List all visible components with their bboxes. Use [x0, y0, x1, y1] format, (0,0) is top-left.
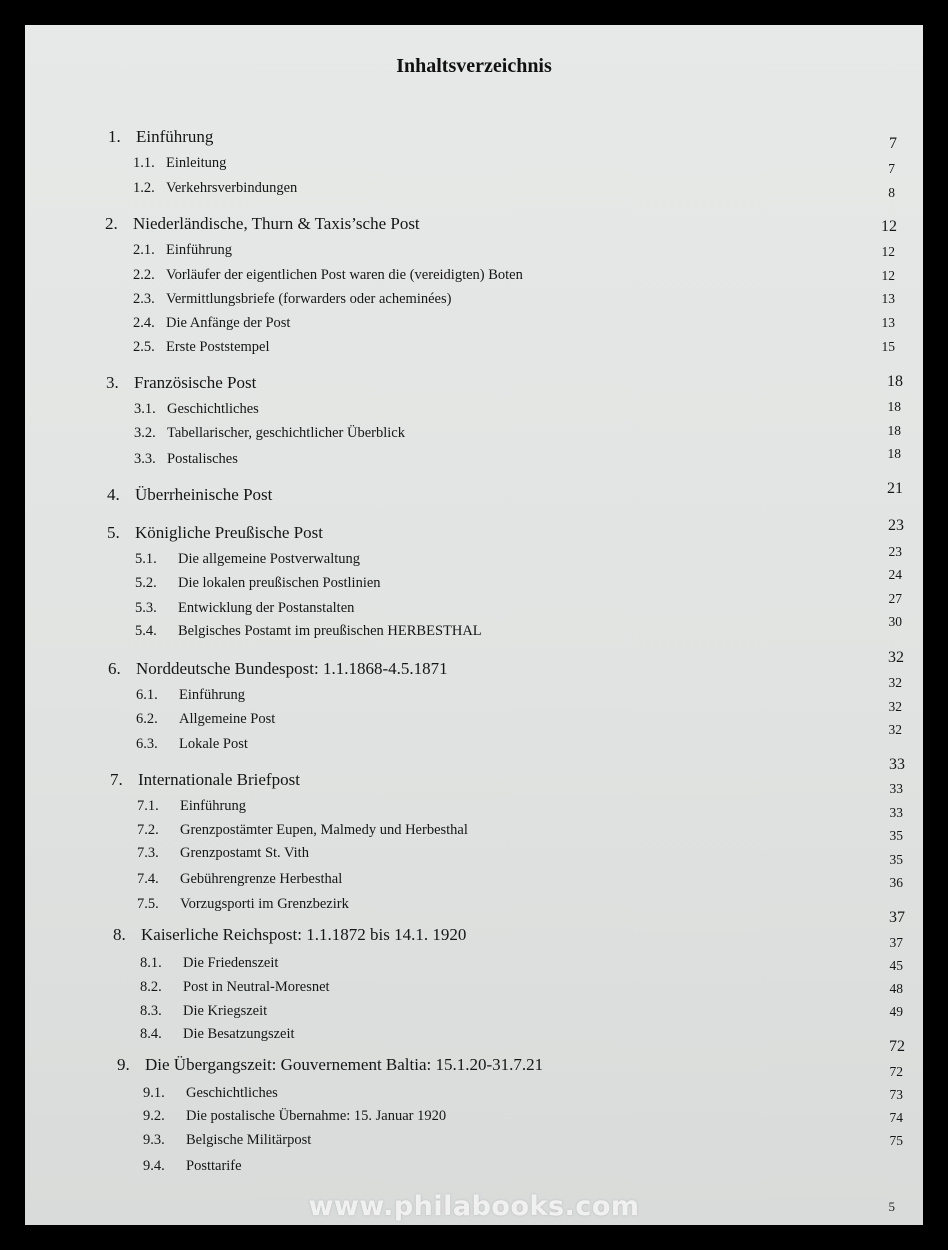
- subsection-title: Gebührengrenze Herbesthal: [180, 871, 343, 887]
- subsection-page-number: 35: [889, 828, 903, 843]
- subsection-title: Verkehrsverbindungen: [166, 180, 298, 196]
- subsection-page-number: 48: [889, 981, 903, 996]
- subsection-number: 2.2.: [133, 267, 155, 283]
- chapter-page-number: 18: [887, 373, 903, 390]
- subsection-page-number: 13: [881, 291, 895, 306]
- subsection-number: 9.3.: [143, 1132, 165, 1148]
- subsection-page-number: 18: [887, 399, 901, 414]
- subsection-page-number: 24: [888, 567, 902, 582]
- subsection-title: Die allgemeine Postverwaltung: [178, 551, 361, 567]
- chapter-page-number: 72: [889, 1038, 905, 1055]
- chapter-page-number: 32: [888, 649, 904, 666]
- subsection-page-number: 33: [889, 781, 903, 796]
- subsection-number: 5.2.: [135, 575, 157, 591]
- chapter-number: 8.: [113, 925, 126, 944]
- subsection-page-number: 75: [889, 1133, 903, 1148]
- subsection-title: Tabellarischer, geschichtlicher Überblick: [167, 425, 405, 441]
- subsection-title: Lokale Post: [179, 736, 248, 752]
- subsection-number: 1.2.: [133, 180, 155, 196]
- subsection-page-number: 30: [888, 614, 902, 629]
- subsection-title: Grenzpostämter Eupen, Malmedy und Herbesthal: [180, 822, 468, 838]
- subsection-number: 8.1.: [140, 955, 162, 971]
- subsection-title: Die Kriegszeit: [183, 1003, 268, 1019]
- subsection-title: Postalisches: [167, 451, 238, 467]
- subsection-page-number: 13: [881, 315, 895, 330]
- subsection-number: 2.5.: [133, 339, 155, 355]
- subsection-number: 6.1.: [136, 687, 158, 703]
- page-title: Inhaltsverzeichnis: [396, 55, 552, 77]
- subsection-number: 5.4.: [135, 623, 157, 639]
- subsection-page-number: 23: [888, 544, 902, 559]
- chapter-title: Kaiserliche Reichspost: 1.1.1872 bis 14.1. 1920: [141, 925, 467, 944]
- subsection-title: Einführung: [166, 242, 233, 258]
- subsection-title: Geschichtliches: [186, 1085, 278, 1101]
- chapter-title: Internationale Briefpost: [138, 770, 300, 789]
- subsection-number: 9.1.: [143, 1085, 165, 1101]
- subsection-title: Post in Neutral-Moresnet: [183, 979, 330, 995]
- subsection-page-number: 12: [881, 268, 895, 283]
- subsection-page-number: 32: [888, 699, 902, 714]
- chapter-title: Überrheinische Post: [135, 485, 273, 504]
- chapter-page-number: 37: [889, 909, 905, 926]
- subsection-number: 6.3.: [136, 736, 158, 752]
- table-of-contents: [25, 25, 923, 1225]
- subsection-page-number: 8: [888, 185, 895, 200]
- subsection-title: Die Besatzungszeit: [183, 1026, 295, 1042]
- subsection-page-number: 72: [889, 1064, 903, 1079]
- subsection-title: Einführung: [180, 798, 247, 814]
- subsection-title: Geschichtliches: [167, 401, 259, 417]
- chapter-page-number: 23: [888, 517, 904, 534]
- subsection-page-number: 33: [889, 805, 903, 820]
- subsection-number: 6.2.: [136, 711, 158, 727]
- subsection-page-number: 45: [889, 958, 903, 973]
- subsection-title: Die Anfänge der Post: [166, 315, 291, 331]
- subsection-title: Entwicklung der Postanstalten: [178, 600, 355, 616]
- subsection-page-number: 7: [888, 161, 895, 176]
- chapter-title: Königliche Preußische Post: [135, 523, 323, 542]
- subsection-number: 5.3.: [135, 600, 157, 616]
- subsection-number: 7.4.: [137, 871, 159, 887]
- subsection-page-number: 37: [889, 935, 903, 950]
- chapter-title: Die Übergangszeit: Gouvernement Baltia: 15.1.20-31.7.21: [145, 1055, 544, 1074]
- subsection-number: 3.1.: [134, 401, 156, 417]
- subsection-page-number: 18: [887, 446, 901, 461]
- chapter-number: 4.: [107, 485, 120, 504]
- subsection-title: Posttarife: [186, 1158, 242, 1174]
- chapter-number: 6.: [108, 659, 121, 678]
- subsection-number: 2.3.: [133, 291, 155, 307]
- document-page: [25, 25, 923, 1225]
- subsection-page-number: 74: [889, 1110, 903, 1125]
- subsection-number: 1.1.: [133, 155, 155, 171]
- subsection-title: Vorzugsporti im Grenzbezirk: [180, 896, 349, 912]
- chapter-title: Norddeutsche Bundespost: 1.1.1868-4.5.1871: [136, 659, 448, 678]
- subsection-number: 8.3.: [140, 1003, 162, 1019]
- subsection-page-number: 35: [889, 852, 903, 867]
- subsection-number: 7.2.: [137, 822, 159, 838]
- subsection-title: Allgemeine Post: [179, 711, 276, 727]
- chapter-number: 3.: [106, 373, 119, 392]
- subsection-number: 9.4.: [143, 1158, 165, 1174]
- subsection-title: Belgisches Postamt im preußischen HERBESTHAL: [178, 623, 482, 639]
- watermark: www.philabooks.com: [308, 1191, 640, 1222]
- chapter-number: 9.: [117, 1055, 130, 1074]
- subsection-title: Die Friedenszeit: [183, 955, 279, 971]
- subsection-number: 2.1.: [133, 242, 155, 258]
- subsection-title: Die postalische Übernahme: 15. Januar 1920: [186, 1108, 447, 1124]
- subsection-number: 7.3.: [137, 845, 159, 861]
- subsection-title: Einleitung: [166, 155, 227, 171]
- subsection-page-number: 15: [881, 339, 895, 354]
- chapter-page-number: 12: [881, 218, 897, 235]
- chapter-number: 7.: [110, 770, 123, 789]
- subsection-number: 7.1.: [137, 798, 159, 814]
- subsection-number: 3.2.: [134, 425, 156, 441]
- subsection-page-number: 49: [889, 1004, 903, 1019]
- subsection-page-number: 73: [889, 1087, 903, 1102]
- chapter-number: 5.: [107, 523, 120, 542]
- chapter-number: 2.: [105, 214, 118, 233]
- subsection-page-number: 27: [888, 591, 902, 606]
- subsection-title: Grenzpostamt St. Vith: [180, 845, 309, 861]
- page-number: 5: [888, 1199, 895, 1214]
- chapter-number: 1.: [108, 127, 121, 146]
- subsection-title: Die lokalen preußischen Postlinien: [178, 575, 381, 591]
- chapter-title: Einführung: [136, 127, 214, 146]
- subsection-number: 8.4.: [140, 1026, 162, 1042]
- subsection-title: Einführung: [179, 687, 246, 703]
- subsection-title: Erste Poststempel: [166, 339, 270, 355]
- chapter-page-number: 21: [887, 480, 903, 497]
- subsection-page-number: 32: [888, 675, 902, 690]
- subsection-page-number: 18: [887, 423, 901, 438]
- subsection-number: 5.1.: [135, 551, 157, 567]
- subsection-title: Belgische Militärpost: [186, 1132, 312, 1148]
- subsection-page-number: 12: [881, 244, 895, 259]
- chapter-page-number: 33: [889, 756, 905, 773]
- subsection-number: 7.5.: [137, 896, 159, 912]
- chapter-title: Französische Post: [134, 373, 257, 392]
- subsection-number: 8.2.: [140, 979, 162, 995]
- chapter-title: Niederländische, Thurn & Taxis’sche Post: [133, 214, 420, 233]
- subsection-number: 2.4.: [133, 315, 155, 331]
- subsection-page-number: 32: [888, 722, 902, 737]
- subsection-page-number: 36: [889, 875, 903, 890]
- subsection-number: 3.3.: [134, 451, 156, 467]
- subsection-title: Vermittlungsbriefe (forwarders oder acheminées): [166, 291, 452, 307]
- subsection-number: 9.2.: [143, 1108, 165, 1124]
- chapter-page-number: 7: [889, 135, 897, 152]
- subsection-title: Vorläufer der eigentlichen Post waren die (vereidigten) Boten: [166, 267, 523, 283]
